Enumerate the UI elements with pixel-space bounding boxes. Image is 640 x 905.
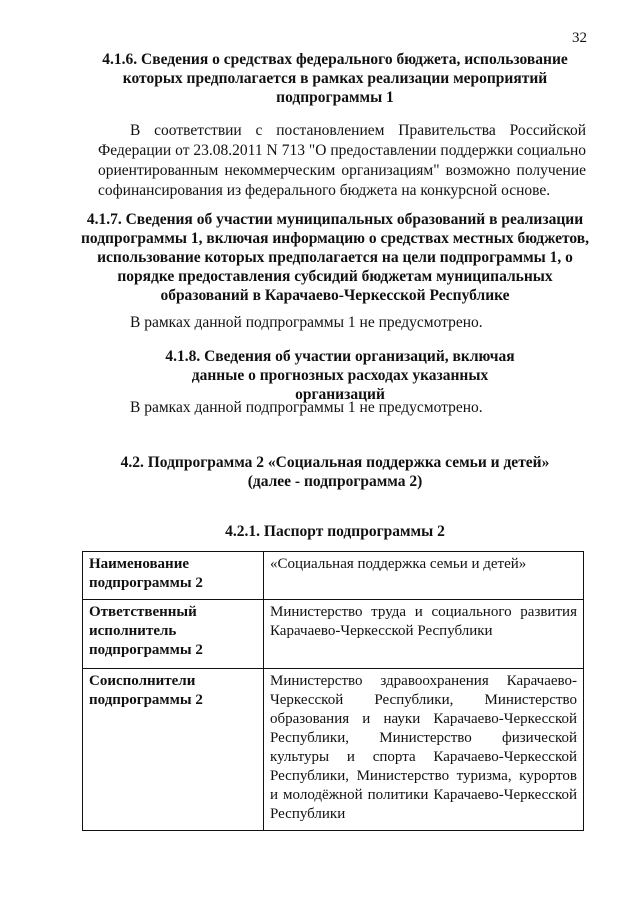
section-4-1-7-text: В рамках данной подпрограммы 1 не предусмотрено.	[130, 314, 483, 331]
section-4-2-1-heading: 4.2.1. Паспорт подпрограммы 2	[225, 523, 445, 540]
row-label: Наименование подпрограммы 2	[83, 552, 264, 600]
page-number: 32	[572, 30, 587, 46]
row-label: Соисполнители подпрограммы 2	[83, 669, 264, 831]
section-4-1-6-heading: 4.1.6. Сведения о средствах федерального бюджета, использование которых предполагается в рамках реализации мероприятий подпрограммы 1	[102, 51, 568, 106]
section-4-1-8-heading: 4.1.8. Сведения об участии организаций, включая данные о прогнозных расходах указанных организаций	[165, 348, 515, 403]
table-row	[83, 552, 584, 600]
table-row	[83, 600, 584, 669]
section-4-1-8-text: В рамках данной подпрограммы 1 не предусмотрено.	[130, 399, 483, 416]
row-label: Ответственный исполнитель подпрограммы 2	[83, 600, 264, 669]
section-4-1-6-text: В соответствии с постановлением Правительства Российской Федерации от 23.08.2011 N 713 "О предоставлении поддержки социально ориентированным некоммерческим организациям" возможно получение софинансирования из федерального бюджета на конкурсной основе.	[98, 122, 586, 199]
row-value: Министерство здравоохранения Карачаево-Черкесской Республики, Министерство образования и науки Карачаево-Черкесской Республики, Министерство физической культуры и спорта Карачаево-Черкесской Республики, Министерство туризма, курортов и молодёжной политики Карачаево-Черкесской Республики	[264, 669, 584, 831]
table-row	[83, 669, 584, 831]
section-4-1-7-heading: 4.1.7. Сведения об участии муниципальных образований в реализации подпрограммы 1, включая информацию о средствах местных бюджетов, использование которых предполагается на цели подпрограммы 1, о порядке предоставления субсидий бюджетам муниципальных образований в Карачаево-Черкесской Республике	[80, 211, 590, 304]
row-value: «Социальная поддержка семьи и детей»	[264, 552, 584, 600]
passport-table	[82, 551, 584, 831]
row-value: Министерство труда и социального развития Карачаево-Черкесской Республики	[264, 600, 584, 669]
section-4-2-heading: 4.2. Подпрограмма 2 «Социальная поддержка семьи и детей» (далее - подпрограмма 2)	[120, 454, 550, 490]
